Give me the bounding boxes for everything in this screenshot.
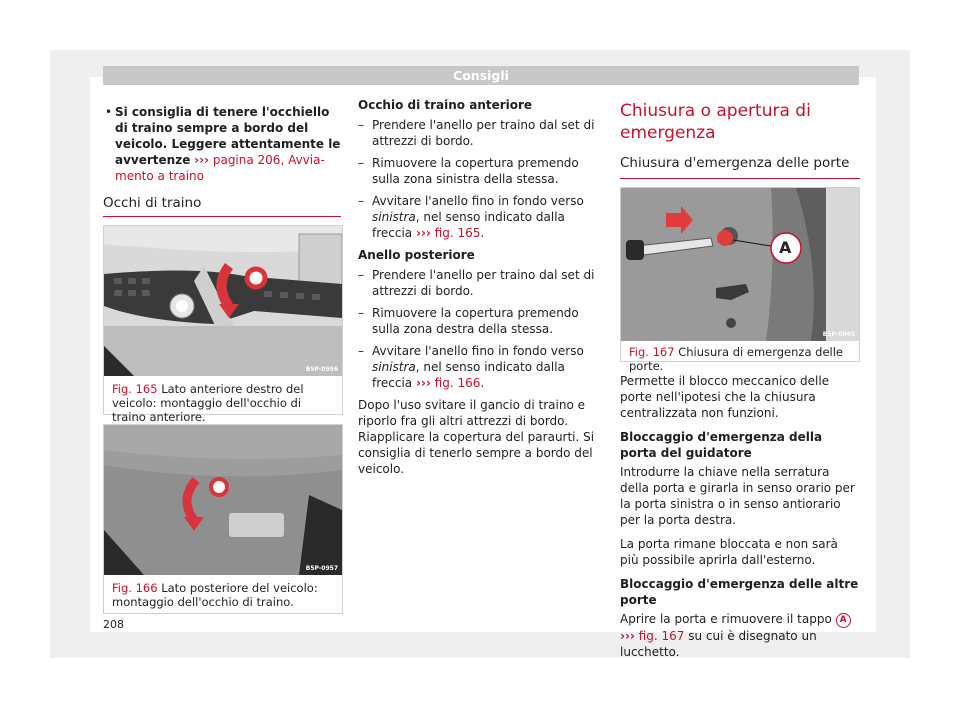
door-lock-image — [621, 188, 859, 341]
section-title: Occhi di traino — [103, 195, 341, 217]
step-emphasis: sinistra — [372, 360, 416, 374]
rear-bumper-image — [104, 425, 342, 575]
front-steps — [358, 117, 604, 241]
arrow-icon: ››› — [620, 629, 635, 643]
front-bumper-image — [104, 226, 342, 376]
step-text: , nel senso indicato dalla freccia — [372, 210, 565, 240]
caution-link[interactable]: pagina 206, Avviamento a traino — [115, 153, 325, 183]
sub-heading: Chiusura d'emergenza delle porte — [620, 154, 860, 179]
figure-label: Fig. 166 — [112, 581, 158, 595]
front-heading: Occhio di traino anteriore — [358, 98, 533, 112]
other-text-a: Aprire la porta e rimuovere il tappo — [620, 612, 832, 626]
figure-label: Fig. 165 — [112, 382, 158, 396]
caution-note — [103, 104, 343, 184]
figure-caption — [112, 581, 336, 609]
step-text: Avvitare l'anello fino in fondo verso — [372, 344, 584, 358]
other-heading: Bloccaggio d'emergenza delle altre porte — [620, 577, 859, 607]
figure-165 — [103, 225, 343, 424]
door-lock-illustration — [621, 188, 859, 341]
page-number: 208 — [103, 618, 124, 631]
figure-167 — [620, 187, 860, 373]
callout-label: A — [779, 238, 792, 257]
arrow-icon: ››› — [194, 153, 210, 167]
after-use-text: Dopo l'uso svitare il gancio di traino e riporlo fra gli altri attrezzi di bordo. Riapplicare la copertura del paraurti. Si consiglia di tenerlo sempre a bordo del veicolo. — [358, 398, 595, 476]
list-item: – Prendere l'anello per traino dal set di attrezzi di bordo. — [358, 267, 604, 299]
list-item: – Avvitare l'anello fino in fondo verso sinistra, nel senso indicato dalla freccia ››› fig. 166. — [358, 343, 604, 391]
step-text: , nel senso indicato dalla freccia — [372, 360, 565, 390]
other-text-b: su cui è disegnato un lucchetto. — [620, 629, 817, 659]
figure-code: B5P-0845 — [822, 331, 855, 338]
driver-heading: Bloccaggio d'emergenza della porta del guidatore — [620, 430, 823, 460]
list-item: – Prendere l'anello per traino dal set di attrezzi di bordo. — [358, 117, 604, 149]
caution-text: Si consiglia di tenere l'occhiello di traino sempre a bordo del veicolo. Leggere attentamente le avvertenze — [115, 105, 341, 167]
list-item: – Rimuovere la copertura premendo sulla zona destra della stessa. — [358, 305, 604, 337]
figure-caption-text: Lato posteriore del veicolo: montaggio dell'occhio di traino. — [112, 581, 318, 609]
list-item: – Avvitare l'anello fino in fondo verso sinistra, nel senso indicato dalla freccia ››› fig. 165. — [358, 193, 604, 241]
locked-text: La porta rimane bloccata e non sarà più possibile aprirla dall'esterno. — [620, 537, 838, 567]
rear-heading: Anello posteriore — [358, 248, 475, 262]
callout-a-icon: A — [836, 613, 851, 628]
rear-steps — [358, 267, 604, 391]
figure-link[interactable]: fig. 166 — [434, 376, 481, 390]
chapter-header: Consigli — [103, 66, 859, 85]
figure-caption — [629, 345, 853, 373]
towing-instructions — [358, 97, 604, 477]
figure-166 — [103, 424, 343, 614]
list-item: – Rimuovere la copertura premendo sulla zona sinistra della stessa. — [358, 155, 604, 187]
figure-label: Fig. 167 — [629, 345, 675, 359]
intro-text: Permette il blocco meccanico delle porte nell'ipotesi che la chiusura centralizzata non funzioni. — [620, 374, 830, 420]
figure-code: B5P-0957 — [305, 565, 338, 572]
emergency-instructions — [620, 373, 860, 660]
front-bumper-illustration — [104, 226, 342, 376]
main-heading: Chiusura o apertura di emergenza — [620, 101, 811, 143]
emergency-section — [620, 100, 860, 179]
arrow-icon: ››› — [416, 226, 431, 240]
bullet: • — [105, 105, 113, 119]
figure-caption — [112, 382, 336, 424]
figure-link[interactable]: fig. 167 — [638, 629, 685, 643]
driver-text: Introdurre la chiave nella serratura della porta e girarla in senso orario per la porta sinistra o in senso antiorario per la porta destra. — [620, 465, 855, 527]
step-text: Avvitare l'anello fino in fondo verso — [372, 194, 584, 208]
other-text — [620, 611, 860, 660]
figure-caption-text: Chiusura di emergenza delle porte. — [629, 345, 843, 373]
rear-bumper-illustration — [104, 425, 342, 575]
figure-caption-text: Lato anteriore destro del veicolo: montaggio dell'occhio di traino anteriore. — [112, 382, 304, 424]
arrow-icon: ››› — [416, 376, 431, 390]
figure-code: B5P-0956 — [305, 366, 338, 373]
step-emphasis: sinistra — [372, 210, 416, 224]
figure-link[interactable]: fig. 165 — [434, 226, 481, 240]
